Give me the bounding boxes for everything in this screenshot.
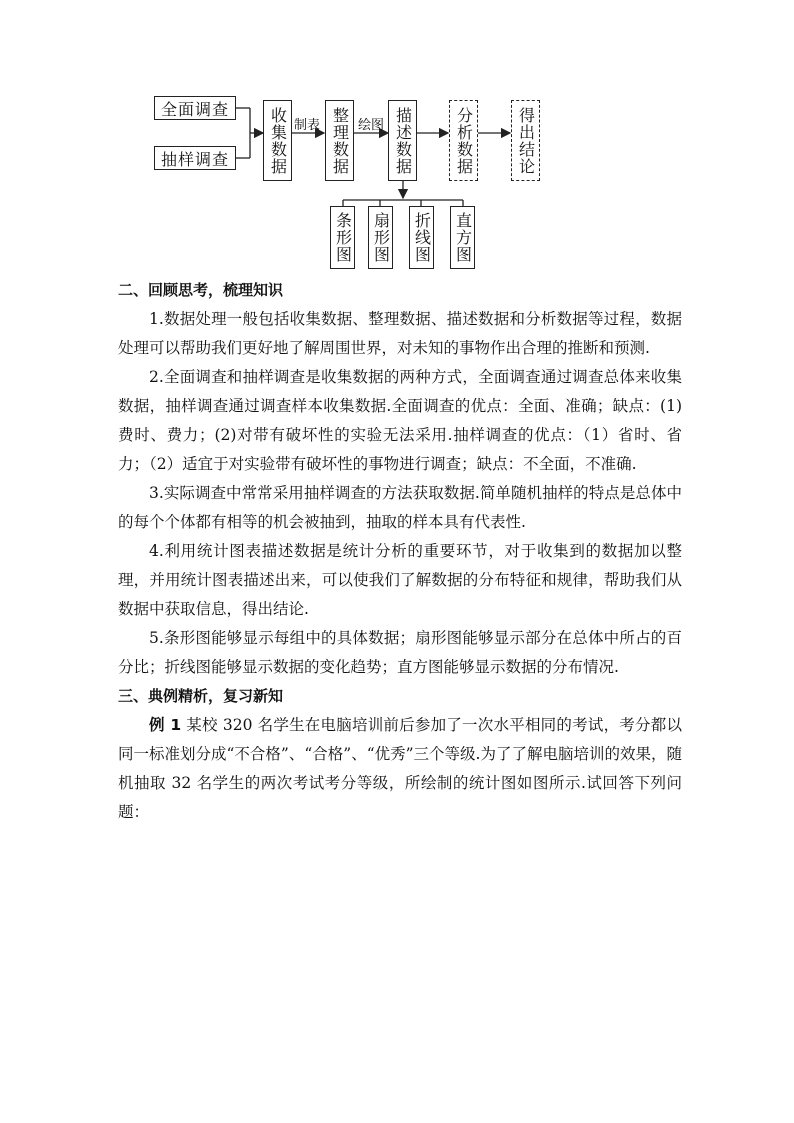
- data-processing-flowchart: [0, 0, 794, 280]
- example-1: [118, 711, 682, 827]
- section2-paragraph-2: 2.全面调查和抽样调查是收集数据的两种方式，全面调查通过调查总体来收集数据，抽样调查通过调查样本收集数据.全面调查的优点：全面、准确；缺点：(1)费时、费力；(2)对带有破坏性的实验无法采用.抽样调查的优点：（1）省时、省力；（2）适宜于对实验带有破坏性的事物进行调查；缺点：不全面，不准确.: [118, 368, 682, 473]
- section2-paragraph-3: 3.实际调查中常常采用抽样调查的方法获取数据.简单随机抽样的特点是总体中的每个个体都有相等的机会被抽到，抽取的样本具有代表性.: [118, 484, 682, 531]
- histogram-box: 直方图: [450, 206, 475, 269]
- section3-heading: 三、典例精析，复习新知: [118, 687, 284, 705]
- sample-survey-box: 抽样调查: [154, 146, 236, 170]
- arrow-label-draw: 绘图: [358, 118, 385, 133]
- bar-chart-box: 条形图: [330, 206, 355, 269]
- section2-paragraph-4: 4.利用统计图表描述数据是统计分析的重要环节，对于收集到的数据加以整理，并用统计图表描述出来，可以使我们了解数据的分布特征和规律，帮助我们从数据中获取信息，得出结论.: [118, 542, 682, 618]
- section2-heading: 二、回顾思考，梳理知识: [118, 281, 284, 299]
- analyze-data-box: 分析数据: [449, 100, 478, 181]
- example-text: 某校 320 名学生在电脑培训前后参加了一次水平相同的考试，考分都以同一标准划分成“不合格”、“合格”、“优秀”三个等级.为了了解电脑培训的效果，随机抽取 32 名学生的两次考试考分等级，所绘制的统计图如图所示.试回答下列问题：: [118, 716, 682, 821]
- full-survey-box: 全面调查: [154, 96, 236, 120]
- section2-paragraph-1: 1.数据处理一般包括收集数据、整理数据、描述数据和分析数据等过程，数据处理可以帮助我们更好地了解周围世界，对未知的事物作出合理的推断和预测.: [118, 310, 682, 357]
- organize-data-box: 整理数据: [325, 100, 354, 181]
- section2-paragraph-5: 5.条形图能够显示每组中的具体数据；扇形图能够显示部分在总体中所占的百分比；折线图能够显示数据的变化趋势；直方图能够显示数据的分布情况.: [118, 629, 682, 676]
- pie-chart-box: 扇形图: [368, 206, 393, 269]
- line-chart-box: 折线图: [409, 206, 434, 269]
- document-body: [118, 276, 682, 827]
- describe-data-box: 描述数据: [388, 100, 417, 181]
- arrow-label-tabulate: 制表: [294, 118, 321, 133]
- draw-conclusion-box: 得出结论: [511, 100, 540, 181]
- collect-data-box: 收集数据: [263, 100, 292, 181]
- example-label: 例 1: [149, 716, 182, 734]
